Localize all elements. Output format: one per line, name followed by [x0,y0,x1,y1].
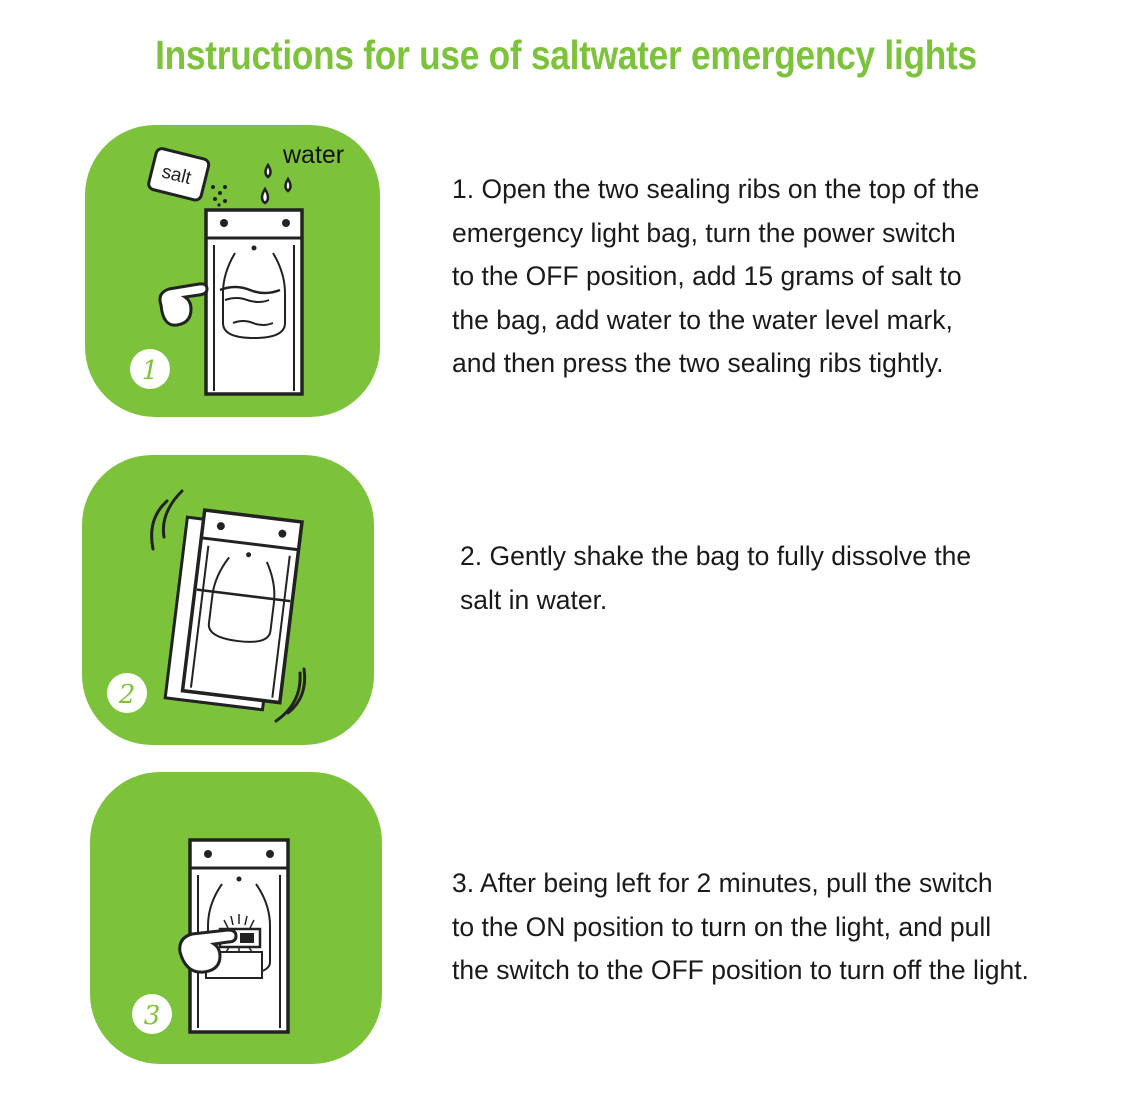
step-1-illustration [85,125,380,417]
step-1-line: emergency light bag, turn the power switch [452,217,956,248]
step-2-text [460,535,971,622]
step-3-text [452,862,1029,993]
light-bag-icon [206,210,302,394]
step-1-line: the bag, add water to the water level mark, [452,304,953,335]
light-bag-icon [183,510,302,703]
step-number: 1 [141,356,159,386]
step-2-line: salt in water. [460,584,608,615]
step-1-text [452,168,979,386]
step-3-illustration [90,772,382,1064]
step-3-line: to the ON position to turn on the light, and pull [452,911,992,942]
step-1-line: and then press the two sealing ribs tightly. [452,348,944,378]
step-number: 3 [143,1001,161,1031]
step-number: 2 [118,680,136,710]
step-2-illustration [82,455,374,745]
salt-label: salt [159,161,194,190]
step-1-line: 1. Open the two sealing ribs on the top of the [452,174,980,204]
step-3-line: 3. After being left for 2 minutes, pull the switch [452,868,993,898]
water-label: water [283,141,345,169]
step-2-line: 2. Gently shake the bag to fully dissolve the [460,541,972,571]
step-1-line: to the OFF position, add 15 grams of salt to [452,261,962,291]
page-title: Instructions for use of saltwater emergency lights [155,32,977,78]
step-3-line: the switch to the OFF position to turn off the light. [452,955,1029,985]
